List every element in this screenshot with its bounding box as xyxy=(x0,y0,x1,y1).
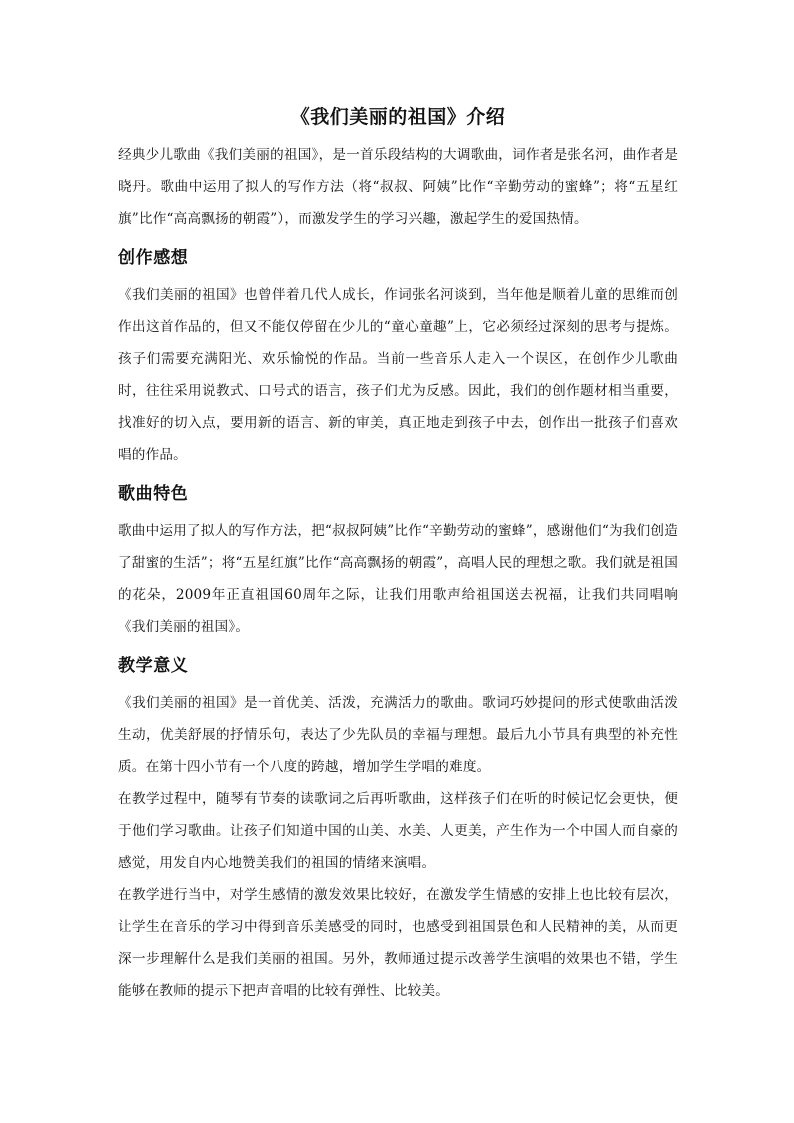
creation-paragraph: 《我们美丽的祖国》也曾伴着几代人成长，作词张名河谈到，当年他是顺着儿童的思维而创作出这首作品的，但又不能仅停留在少儿的“童心童趣”上，它必须经过深刻的思考与提炼。孩子们需要充满阳光、欢乐愉悦的作品。当前一些音乐人走入一个误区，在创作少儿歌曲时，往往采用说教式、口号式的语言，孩子们尤为反感。因此，我们的创作题材相当重要，找准好的切入点，要用新的语言、新的审美，真正地走到孩子中去，创作出一批孩子们喜欢唱的作品。 xyxy=(118,287,678,463)
teaching-paragraph-1: 《我们美丽的祖国》是一首优美、活泼，充满活力的歌曲。歌词巧妙提问的形式使歌曲活泼生动，优美舒展的抒情乐句，表达了少先队员的幸福与理想。最后九小节具有典型的补充性质。在第十四小节有一个八度的跨越，增加学生学唱的难度。 xyxy=(118,695,678,775)
section-heading-teaching: 教学意义 xyxy=(118,656,189,676)
features-paragraph: 歌曲中运用了拟人的写作方法，把“叔叔阿姨”比作“辛勤劳动的蜜蜂”，感谢他们“为我们创造了甜蜜的生活”；将“五星红旗”比作“高高飘扬的朝霞”，高唱人民的理想之歌。我们就是祖国的花朵，2009年正直祖国60周年之际，让我们用歌声给祖国送去祝福，让我们共同唱响《我们美丽的祖国》。 xyxy=(118,523,678,635)
teaching-paragraph-3: 在教学进行当中，对学生感情的激发效果比较好，在激发学生情感的安排上也比较有层次，让学生在音乐的学习中得到音乐美感受的同时，也感受到祖国景色和人民精神的美，从而更深一步理解什么是我们美丽的祖国。另外，教师通过提示改善学生演唱的效果也不错，学生能够在教师的提示下把声音唱的比较有弹性、比较美。 xyxy=(118,887,678,999)
section-heading-creation: 创作感想 xyxy=(118,248,189,268)
document-title: 《我们美丽的祖国》介绍 xyxy=(290,106,506,128)
intro-paragraph: 经典少儿歌曲《我们美丽的祖国》，是一首乐段结构的大调歌曲，词作者是张名河，曲作者是晓丹。歌曲中运用了拟人的写作方法（将“叔叔、阿姨”比作“辛勤劳动的蜜蜂”；将“五星红旗”比作“高高飘扬的朝霞”），而激发学生的学习兴趣，激起学生的爱国热情。 xyxy=(118,147,678,227)
teaching-paragraph-2: 在教学过程中，随琴有节奏的读歌词之后再听歌曲，这样孩子们在听的时候记忆会更快，便于他们学习歌曲。让孩子们知道中国的山美、水美、人更美，产生作为一个中国人而自豪的感觉，用发自内心地赞美我们的祖国的情绪来演唱。 xyxy=(118,791,678,871)
section-heading-features: 歌曲特色 xyxy=(118,484,189,504)
document-page xyxy=(118,101,678,1007)
